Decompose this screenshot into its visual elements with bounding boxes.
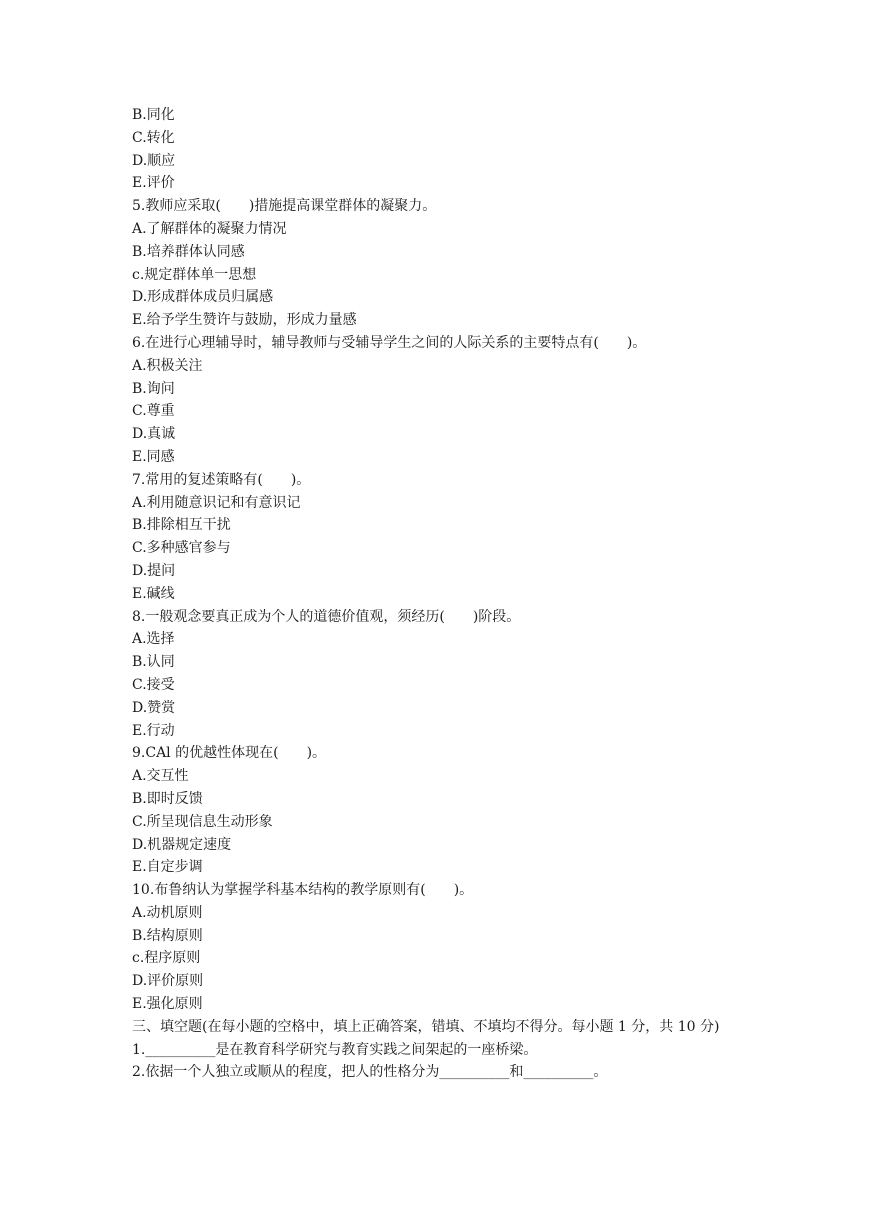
question-6: 6.在进行心理辅导时，辅导教师与受辅导学生之间的人际关系的主要特点有( )。 xyxy=(132,334,647,351)
question-6-option-b: B.询问 xyxy=(132,380,175,397)
question-5-option-b: B.培养群体认同感 xyxy=(132,243,245,260)
question-6-option-c: C.尊重 xyxy=(132,403,175,420)
question-7-option-a: A.利用随意识记和有意识记 xyxy=(132,494,301,511)
fill-in-question-2: 2.依据一个人独立或顺从的程度，把人的性格分为__________和__________。 xyxy=(132,1064,608,1081)
section-3-heading: 三、填空题(在每小题的空格中，填上正确答案，错填、不填均不得分。每小题 1 分，共 10 分) xyxy=(132,1018,720,1035)
question-9-option-b: B.即时反馈 xyxy=(132,790,203,807)
question-8-option-d: D.赞赏 xyxy=(132,699,176,716)
question-10-option-a: A.动机原则 xyxy=(132,904,203,921)
question-5-option-a: A.了解群体的凝聚力情况 xyxy=(132,220,287,237)
question-9-option-d: D.机器规定速度 xyxy=(132,836,232,853)
question-8: 8.一般观念要真正成为个人的道德价值观，须经历( )阶段。 xyxy=(132,608,521,625)
option-d-accommodation: D.顺应 xyxy=(132,152,176,169)
question-5-option-d: D.形成群体成员归属感 xyxy=(132,289,274,306)
question-9-option-e: E.自定步调 xyxy=(132,859,203,876)
question-5-option-e: E.给予学生赞许与鼓励，形成力量感 xyxy=(132,312,357,329)
question-10-option-b: B.结构原则 xyxy=(132,927,203,944)
question-5-option-c: c.规定群体单一思想 xyxy=(132,266,257,283)
question-6-option-d: D.真诚 xyxy=(132,426,176,443)
question-8-option-e: E.行动 xyxy=(132,722,175,739)
question-6-option-a: A.积极关注 xyxy=(132,357,203,374)
question-9-option-a: A.交互性 xyxy=(132,768,189,785)
question-9-option-c: C.所呈现信息生动形象 xyxy=(132,813,273,830)
question-7-option-b: B.排除相互干扰 xyxy=(132,517,231,534)
question-8-option-c: C.接受 xyxy=(132,676,175,693)
question-10-option-c: c.程序原则 xyxy=(132,950,201,967)
question-10-option-e: E.强化原则 xyxy=(132,996,203,1013)
question-5: 5.教师应采取( )措施提高课堂群体的凝聚力。 xyxy=(132,198,437,215)
question-10: 10.布鲁纳认为掌握学科基本结构的教学原则有( )。 xyxy=(132,882,474,899)
option-b-assimilation: B.同化 xyxy=(132,107,175,123)
question-7-option-c: C.多种感官参与 xyxy=(132,540,231,557)
fill-in-question-1: 1.__________是在教育科学研究与教育实践之间架起的一座桥梁。 xyxy=(132,1041,538,1058)
question-7: 7.常用的复述策略有( )。 xyxy=(132,471,311,488)
document-page xyxy=(132,104,752,1084)
question-10-option-d: D.评价原则 xyxy=(132,973,204,990)
question-8-option-b: B.认同 xyxy=(132,654,175,671)
question-7-option-d: D.提问 xyxy=(132,562,176,579)
question-9: 9.CAl 的优越性体现在( )。 xyxy=(132,745,327,762)
question-6-option-e: E.同感 xyxy=(132,448,175,465)
question-8-option-a: A.选择 xyxy=(132,631,175,648)
option-e-evaluation: E.评价 xyxy=(132,175,175,192)
option-c-transformation: C.转化 xyxy=(132,129,175,146)
question-7-option-e: E.碱线 xyxy=(132,585,175,602)
